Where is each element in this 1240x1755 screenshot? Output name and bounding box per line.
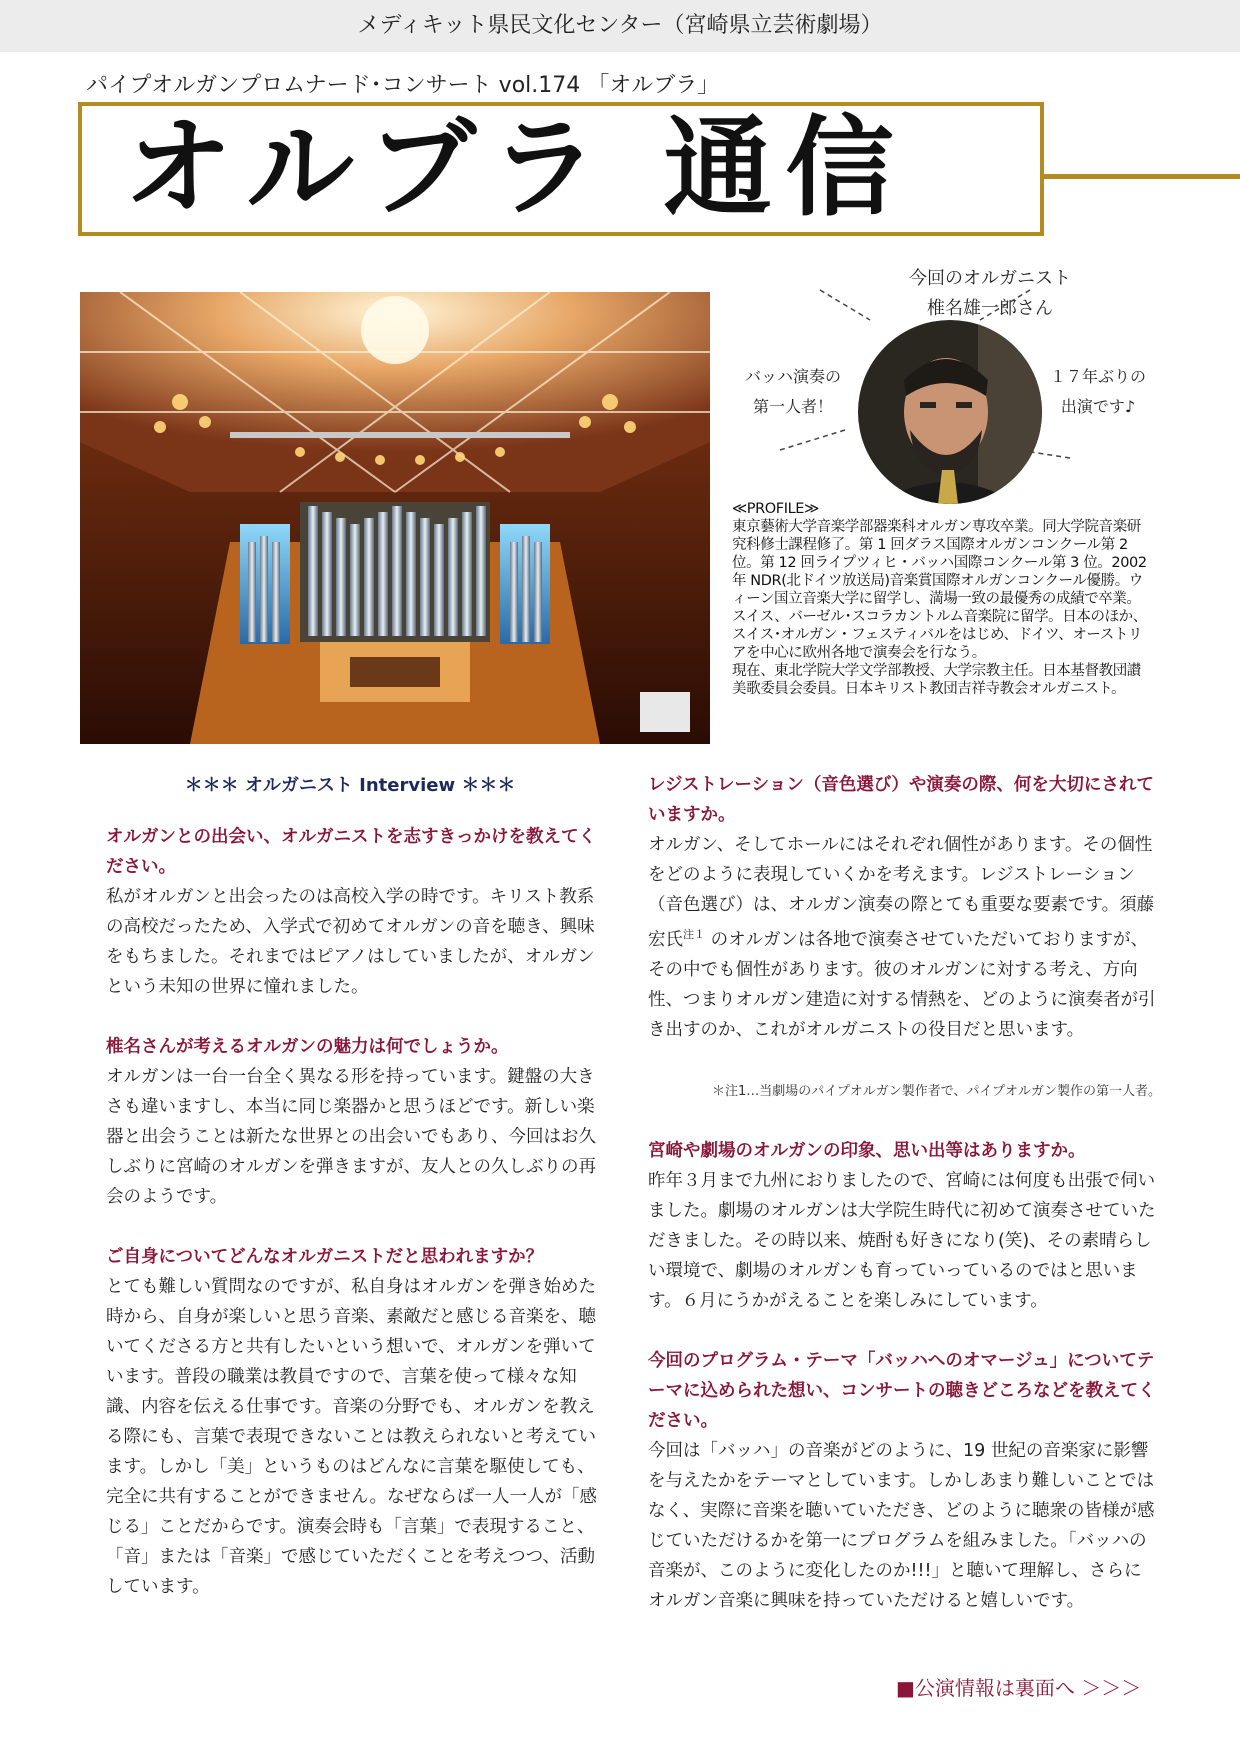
question-2: 椎名さんが考えるオルガンの魅力は何でしょうか。: [106, 1037, 509, 1057]
bubble-left-line2: 第一人者！: [752, 397, 833, 416]
interview-right-column: [648, 770, 1158, 1045]
bubble-right: [1038, 362, 1158, 422]
back-page-link[interactable]: ■公演情報は裏面へ ＞＞＞: [896, 1676, 1142, 1700]
newsletter-title-box: [78, 102, 1044, 236]
answer-6: 今回は「バッハ」の音楽がどのように、19 世紀の音楽家に影響を与えたかをテーマとしています。しかしあまり難しいことではなく、実際に音楽を聴いていただき、どのように聴衆の皆様が感じていただけるかを第一にプログラムを組みました。「バッハの音楽が、このように変化したのか!!!」と聴いて理解し、さらにオルガン音楽に興味を持っていただけると嬉しいです。: [648, 1441, 1155, 1611]
title-rule: [1044, 174, 1240, 179]
organ-hall-photo: [80, 292, 710, 744]
footnote: ＊注1…当劇場のパイプオルガン製作者で、パイプオルガン製作の第一人者。: [712, 1084, 1161, 1099]
profile-heading: ≪PROFILE≫: [732, 501, 819, 517]
answer-3: とても難しい質問なのですが、私自身はオルガンを弾き始めた時から、自身が楽しいと思う音楽、素敵だと感じる音楽を、聴いてくださる方と共有したいという想いで、オルガンを弾いています。普段の職業は教員ですので、言葉を使って様々な知識、内容を伝える仕事です。音楽の分野でも、オルガンを教える際にも、言葉で表現できないことは教えられないと考えています。しかし「美」というものはどんなに言葉を駆使しても、完全に共有することができません。なぜならば一人一人が「感じる」ことだからです。演奏会時も「言葉」で表現すること、「音」または「音楽」で感じていただくことを考えつつ、活動しています。: [106, 1277, 598, 1597]
profile-block: [732, 500, 1150, 698]
concert-title: パイプオルガンプロムナード･コンサート vol.174 「オルブラ」: [86, 73, 720, 98]
organist-name: 椎名雄一郎さん: [927, 298, 1053, 319]
organist-portrait: [858, 320, 1042, 504]
profile-body: 東京藝術大学音楽学部器楽科オルガン専攻卒業。同大学院音楽研究科修士課程修了。第 1 回ダラス国際オルガンコンクール第 2 位。第 12 回ライプツィヒ・バッハ国際コンクール第 3 位。2002 年 NDR(北ドイツ放送局)音楽賞国際オルガンコンクール優勝。ウィーン国立音楽大学に留学し、満場一致の最優秀の成績で卒業。スイス、バーゼル･スコラカントルム音楽院に留学。日本のほか、スイス･オルガン・フェスティバルをはじめ、ドイツ、オーストリアを中心に欧州各地で演奏会を行なう。: [732, 519, 1147, 661]
answer-5: 昨年３月まで九州におりましたので、宮崎には何度も出張で伺いました。劇場のオルガンは大学院生時代に初めて演奏させていただきました。その時以来、焼酎も好きになり(笑)、その素晴らしい環境で、劇場のオルガンも育っていっているのではと思います。６月にうかがえることを楽しみにしています。: [648, 1171, 1156, 1311]
answer-4-part1: オルガン、そしてホールにはそれぞれ個性があります。その個性をどのように表現していくかを考えます。レジストレーション（音色選び）は、オルガン演奏の際とても重要な要素です。須藤宏氏: [648, 835, 1155, 950]
bubble-left: [738, 362, 848, 422]
profile-current: 現在、東北学院大学文学部教授、大学宗教主任。日本基督教団讃美歌委員会委員。日本キリスト教団吉祥寺教会オルガニスト。: [732, 663, 1141, 697]
footnote-marker: 注１: [683, 928, 705, 941]
answer-2: オルガンは一台一台全く異なる形を持っています。鍵盤の大きさも違いますし、本当に同じ楽器かと思うほどです。新しい楽器と出会うことは新たな世界との出会いでもあり、今回はお久しぶりに宮崎のオルガンを弾きますが、友人との久しぶりの再会のようです。: [106, 1067, 596, 1207]
interview-left-column: [106, 822, 608, 1602]
question-6: 今回のプログラム・テーマ「バッハへのオマージュ」についてテーマに込められた想い、コンサートの聴きどころなどを教えてください。: [648, 1351, 1156, 1431]
question-5: 宮崎や劇場のオルガンの印象、思い出等はありますか。: [648, 1141, 1086, 1161]
answer-4-part2: のオルガンは各地で演奏させていただいておりますが、その中でも個性があります。彼のオルガンに対する考え、方向性、つまりオルガン建造に対する情熱を、どのように演奏者が引き出すのか、これがオルガニストの役目だと思います。: [648, 929, 1156, 1040]
answer-1: 私がオルガンと出会ったのは高校入学の時です。キリスト教系の高校だったため、入学式で初めてオルガンの音を聴き、興味をもちました。それまではピアノはしていましたが、オルガンという未知の世界に憧れました。: [106, 887, 595, 997]
newsletter-title: オルブラ 通信: [124, 106, 908, 231]
organist-caption-line1: 今回のオルガニスト: [909, 268, 1071, 289]
venue-banner: メディキット県民文化センター（宮崎県立芸術劇場）: [0, 0, 1240, 52]
answer-4: [648, 830, 1158, 1045]
question-1: オルガンとの出会い、オルガニストを志すきっかけを教えてください。: [106, 827, 596, 877]
bubble-left-line1: バッハ演奏の: [744, 367, 841, 386]
question-3: ご自身についてどんなオルガニストだと思われますか？: [106, 1247, 544, 1267]
interview-right-column-lower: [648, 1136, 1158, 1616]
question-4: レジストレーション（音色選び）や演奏の際、何を大切にされていますか。: [648, 775, 1154, 825]
bubble-right-line2: 出演です♪: [1060, 397, 1136, 416]
bubble-right-line1: １７年ぶりの: [1049, 367, 1146, 386]
interview-heading: ＊＊＊ オルガニスト Interview ＊＊＊: [184, 775, 516, 796]
